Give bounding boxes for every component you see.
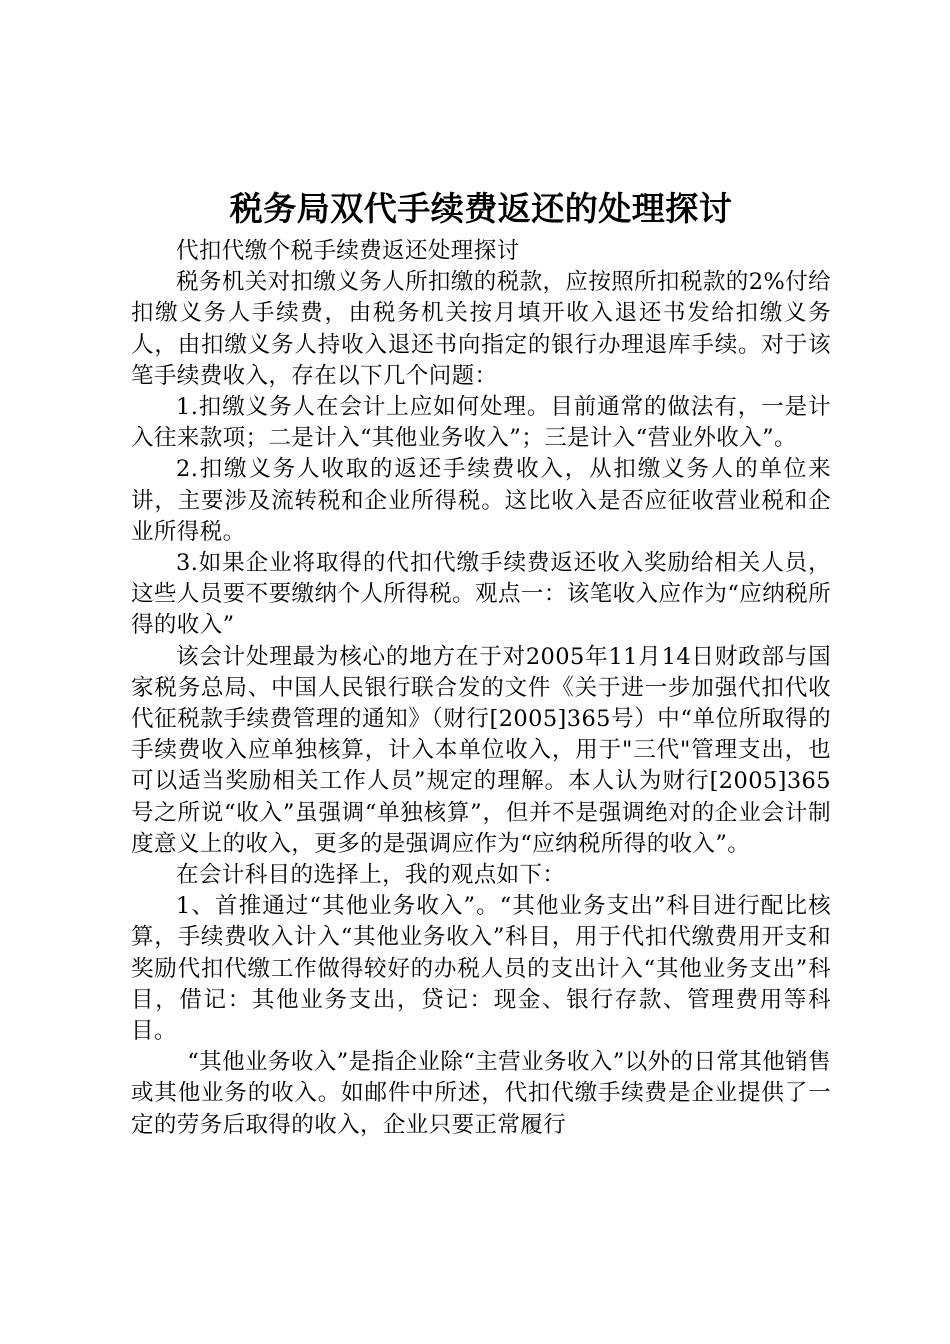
paragraph-option-1: 1、首推通过“其他业务收入”。“其他业务支出”科目进行配比核算，手续费收入计入“其他业务收入”科目，用于代扣代缴费用开支和奖励代扣代缴工作做得较好的办税人员的支出计入“其他业务支出”科目，借记：其他业务支出，贷记：现金、银行存款、管理费用等科目。 xyxy=(131,893,831,1045)
paragraph-question-2: 2.扣缴义务人收取的返还手续费收入，从扣缴义务人的单位来讲，主要涉及流转税和企业所得税。这比收入是否应征收营业税和企业所得税。 xyxy=(131,456,831,545)
paragraph-other-income: “其他业务收入”是指企业除“主营业务收入”以外的日常其他销售或其他业务的收入。如邮件中所述，代扣代缴手续费是企业提供了一定的劳务后取得的收入，企业只要正常履行 xyxy=(131,1049,831,1138)
paragraph-intro: 税务机关对扣缴义务人所扣缴的税款，应按照所扣税款的2%付给扣缴义务人手续费，由税务机关按月填开收入退还书发给扣缴义务人，由扣缴义务人持收入退还书向指定的银行办理退库手续。对于该笔手续费收入，存在以下几个问题： xyxy=(131,269,831,389)
document-page xyxy=(131,184,831,1141)
paragraph-analysis: 该会计处理最为核心的地方在于对2005年11月14日财政部与国家税务总局、中国人民银行联合发的文件《关于进一步加强代扣代收代征税款手续费管理的通知》（财行[2005]365号）中“单位所取得的手续费收入应单独核算，计入本单位收入，用于"三代"管理支出，也可以适当奖励相关工作人员”规定的理解。本人认为财行[2005]365号之所说“收入”虽强调“单独核算”，但并不是强调绝对的企业会计制度意义上的收入，更多的是强调应作为“应纳税所得的收入”。 xyxy=(131,643,831,857)
paragraph-account-choice: 在会计科目的选择上，我的观点如下： xyxy=(176,862,566,889)
document-title: 税务局双代手续费返还的处理探讨 xyxy=(229,189,733,228)
paragraph-question-1: 1.扣缴义务人在会计上应如何处理。目前通常的做法有，一是计入往来款项；二是计入“其他业务收入”；三是计入“营业外收入”。 xyxy=(131,394,831,452)
paragraph-question-3: 3.如果企业将取得的代扣代缴手续费返还收入奖励给相关人员，这些人员要不要缴纳个人所得税。观点一：该笔收入应作为“应纳税所得的收入” xyxy=(131,550,831,639)
paragraph-subtitle: 代扣代缴个税手续费返还处理探讨 xyxy=(176,238,520,264)
